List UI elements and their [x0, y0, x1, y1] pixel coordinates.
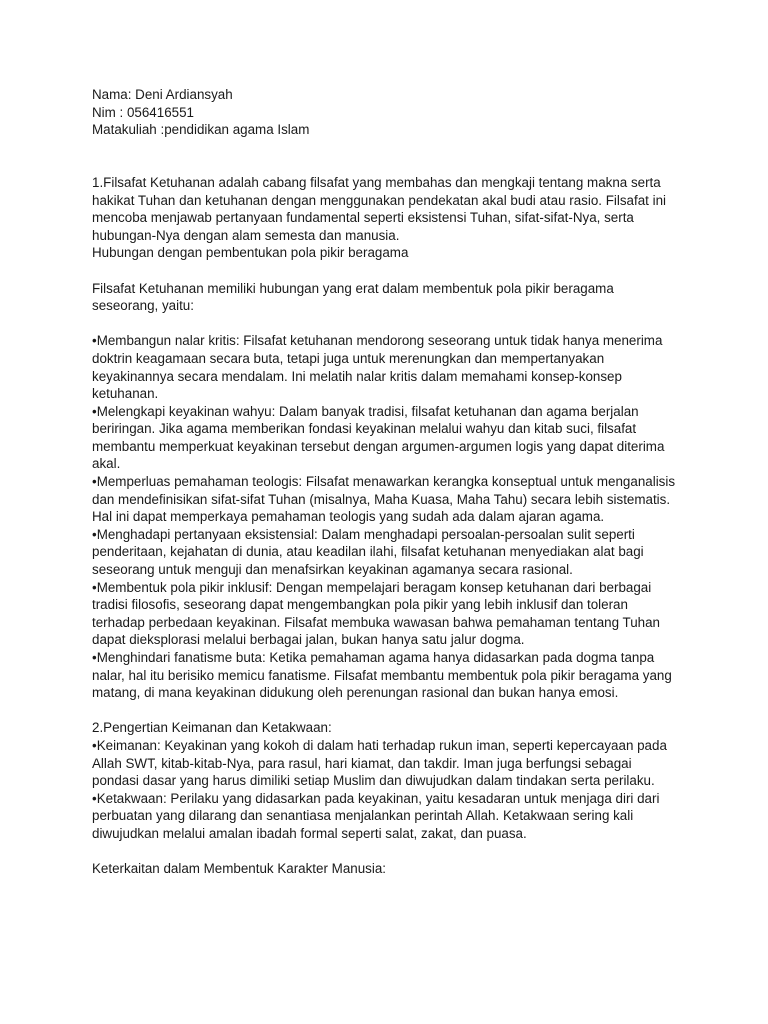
section1-point: •Memperluas pemahaman teologis: Filsafat menawarkan kerangka konseptual untuk menganalisis dan mendefinisikan sifat-sifat Tuhan (misalnya, Maha Kuasa, Maha Tahu) secara lebih sistematis. Hal ini dapat memperkaya pemahaman teologis yang sudah ada dalam ajaran agama.	[92, 474, 679, 525]
student-nim: Nim : 056416551	[92, 104, 194, 120]
section1-subheading: Hubungan dengan pembentukan pola pikir beragama	[92, 245, 409, 261]
section2-heading: 2.Pengertian Keimanan dan Ketakwaan:	[92, 720, 332, 736]
section1-intro: 1.Filsafat Ketuhanan adalah cabang filsafat yang membahas dan mengkaji tentang makna serta hakikat Tuhan dan ketuhanan dengan menggunakan pendekatan akal budi atau rasio. Filsafat ini mencoba menjawab pertanyaan fundamental seperti eksistensi Tuhan, sifat-sifat-Nya, serta hubungan-Nya dengan alam semesta dan manusia.	[92, 174, 670, 243]
section1-point: •Melengkapi keyakinan wahyu: Dalam banyak tradisi, filsafat ketuhanan dan agama berjalan beriringan. Jika agama memberikan fondasi keyakinan melalui wahyu dan kitab suci, filsafat membantu memperkuat keyakinan tersebut dengan argumen-argumen logis yang dapat diterima akal.	[92, 403, 669, 472]
course-name: Matakuliah :pendidikan agama Islam	[92, 122, 310, 138]
spacer	[92, 315, 682, 333]
section2-closing: Keterkaitan dalam Membentuk Karakter Manusia:	[92, 861, 386, 877]
spacer	[92, 843, 682, 861]
spacer	[92, 702, 682, 720]
section2-point: •Keimanan: Keyakinan yang kokoh di dalam hati terhadap rukun iman, seperti kepercayaan pada Allah SWT, kitab-kitab-Nya, para rasul, hari kiamat, dan takdir. Iman juga berfungsi sebagai pondasi dasar yang harus dimiliki setiap Muslim dan diwujudkan dalam tindakan serta perilaku.	[92, 737, 670, 789]
section1-point: •Menghindari fanatisme buta: Ketika pemahaman agama hanya didasarkan pada dogma tanpa nalar, hal itu berisiko memicu fanatisme. Filsafat membantu membentuk pola pikir beragama yang matang, di mana keyakinan didukung oleh perenungan rasional dan bukan hanya emosi.	[92, 650, 676, 701]
section1-point: •Membentuk pola pikir inklusif: Dengan mempelajari beragam konsep ketuhanan dari berbagai tradisi filosofis, seseorang dapat mengembangkan pola pikir yang lebih inklusif dan toleran terhadap perbedaan keyakinan. Filsafat membuka wawasan bahwa pemahaman tentang Tuhan dapat dieksplorasi melalui berbagai jalan, bukan hanya satu jalur dogma.	[92, 579, 664, 648]
spacer	[92, 262, 682, 280]
document-page	[92, 86, 682, 878]
student-name: Nama: Deni Ardiansyah	[92, 87, 233, 102]
spacer	[92, 156, 682, 174]
section1-point: •Menghadapi pertanyaan eksistensial: Dalam menghadapi persoalan-persoalan sulit seperti penderitaan, kejahatan di dunia, atau keadilan ilahi, filsafat ketuhanan menyediakan alat bagi seseorang untuk menguji dan menafsirkan keyakinan agamanya secara rasional.	[92, 526, 648, 578]
section1-lead: Filsafat Ketuhanan memiliki hubungan yang erat dalam membentuk pola pikir beragama seseorang, yaitu:	[92, 280, 618, 314]
section1-point: •Membangun nalar kritis: Filsafat ketuhanan mendorong seseorang untuk tidak hanya menerima doktrin keagamaan secara buta, tetapi juga untuk merenungkan dan mempertanyakan keyakinannya secara mendalam. Ini melatih nalar kritis dalam memahami konsep-konsep ketuhanan.	[92, 333, 667, 402]
section2-point: •Ketakwaan: Perilaku yang didasarkan pada keyakinan, yaitu kesadaran untuk menjaga diri dari perbuatan yang dilarang dan senantiasa menjalankan perintah Allah. Ketakwaan sering kali diwujudkan melalui amalan ibadah formal seperti salat, zakat, dan puasa.	[92, 790, 664, 841]
